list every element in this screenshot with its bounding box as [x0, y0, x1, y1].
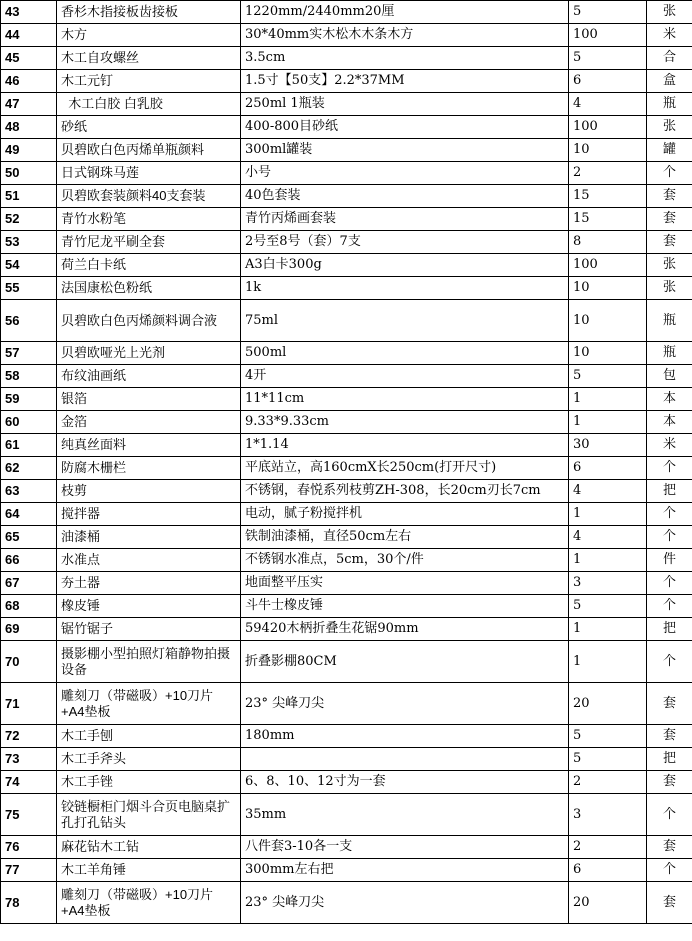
item-unit: 套 [647, 208, 692, 231]
table-row [1, 47, 692, 70]
table-row [1, 1, 692, 24]
item-name: 贝碧欧哑光上光剂 [57, 342, 241, 365]
table-row [1, 859, 692, 882]
item-unit: 个 [647, 162, 692, 185]
item-unit: 把 [647, 480, 692, 503]
item-name: 荷兰白卡纸 [57, 254, 241, 277]
item-unit: 盒 [647, 70, 692, 93]
item-unit: 瓶 [647, 300, 692, 342]
item-unit: 个 [647, 859, 692, 882]
row-number: 69 [1, 618, 57, 641]
item-name: 搅拌器 [57, 503, 241, 526]
item-name: 木工羊角锤 [57, 859, 241, 882]
item-spec: 1220mm/2440mm20厘 [241, 1, 569, 24]
table-row [1, 434, 692, 457]
item-quantity: 3 [569, 794, 647, 836]
table-row [1, 208, 692, 231]
table-row [1, 725, 692, 748]
item-spec: 59420木柄折叠生花锯90mm [241, 618, 569, 641]
item-name: 纯真丝面料 [57, 434, 241, 457]
item-spec: 500ml [241, 342, 569, 365]
item-spec: 300mm左右把 [241, 859, 569, 882]
row-number: 76 [1, 836, 57, 859]
row-number: 78 [1, 882, 57, 924]
row-number: 74 [1, 771, 57, 794]
item-spec: 铁制油漆桶，直径50cm左右 [241, 526, 569, 549]
item-spec: 地面整平压实 [241, 572, 569, 595]
item-unit: 合 [647, 47, 692, 70]
table-row [1, 93, 692, 116]
item-quantity: 10 [569, 139, 647, 162]
item-unit: 本 [647, 411, 692, 434]
item-unit: 套 [647, 725, 692, 748]
row-number: 55 [1, 277, 57, 300]
item-unit: 张 [647, 254, 692, 277]
table-row [1, 618, 692, 641]
table-row [1, 595, 692, 618]
table-row [1, 526, 692, 549]
row-number: 48 [1, 116, 57, 139]
item-unit: 个 [647, 794, 692, 836]
row-number: 67 [1, 572, 57, 595]
item-unit: 把 [647, 748, 692, 771]
row-number: 45 [1, 47, 57, 70]
item-unit: 张 [647, 116, 692, 139]
item-quantity: 30 [569, 434, 647, 457]
item-spec: 不锈钢水准点，5cm，30个/件 [241, 549, 569, 572]
item-unit: 张 [647, 277, 692, 300]
row-number: 56 [1, 300, 57, 342]
item-name: 贝碧欧套装颜料40支套装 [57, 185, 241, 208]
item-spec: 40色套装 [241, 185, 569, 208]
item-spec: 1.5寸【50支】2.2*37MM [241, 70, 569, 93]
item-quantity: 20 [569, 882, 647, 924]
item-name: 青竹水粉笔 [57, 208, 241, 231]
table-row [1, 683, 692, 725]
item-spec: 2号至8号（套）7支 [241, 231, 569, 254]
table-row [1, 116, 692, 139]
table-row [1, 457, 692, 480]
item-spec: 1k [241, 277, 569, 300]
row-number: 66 [1, 549, 57, 572]
table-row [1, 748, 692, 771]
item-spec: 不锈钢，春悦系列枝剪ZH-308，长20cm刃长7cm [241, 480, 569, 503]
table-row [1, 572, 692, 595]
item-unit: 米 [647, 434, 692, 457]
row-number: 70 [1, 641, 57, 683]
item-name: 香杉木指接板齿接板 [57, 1, 241, 24]
item-quantity: 1 [569, 411, 647, 434]
item-quantity: 2 [569, 836, 647, 859]
item-quantity: 15 [569, 208, 647, 231]
item-spec: 400-800目砂纸 [241, 116, 569, 139]
row-number: 46 [1, 70, 57, 93]
row-number: 59 [1, 388, 57, 411]
item-spec: 小号 [241, 162, 569, 185]
item-spec: 八件套3-10各一支 [241, 836, 569, 859]
item-spec: 青竹丙烯画套装 [241, 208, 569, 231]
row-number: 62 [1, 457, 57, 480]
item-quantity: 5 [569, 748, 647, 771]
item-quantity: 8 [569, 231, 647, 254]
item-unit: 件 [647, 549, 692, 572]
item-quantity: 5 [569, 47, 647, 70]
item-quantity: 1 [569, 388, 647, 411]
item-quantity: 5 [569, 365, 647, 388]
item-unit: 套 [647, 882, 692, 924]
row-number: 57 [1, 342, 57, 365]
item-quantity: 6 [569, 70, 647, 93]
item-unit: 个 [647, 503, 692, 526]
item-unit: 个 [647, 526, 692, 549]
table-row [1, 411, 692, 434]
item-unit: 套 [647, 771, 692, 794]
item-name: 摄影棚小型拍照灯箱静物拍摄设备 [57, 641, 241, 683]
item-unit: 包 [647, 365, 692, 388]
item-name: 木工自攻螺丝 [57, 47, 241, 70]
item-quantity: 15 [569, 185, 647, 208]
item-name: 水准点 [57, 549, 241, 572]
table-row [1, 771, 692, 794]
item-name: 油漆桶 [57, 526, 241, 549]
table-row [1, 162, 692, 185]
item-name: 橡皮锤 [57, 595, 241, 618]
item-name: 法国康松色粉纸 [57, 277, 241, 300]
item-name: 雕刻刀（带磁吸）+10刀片+A4垫板 [57, 882, 241, 924]
row-number: 54 [1, 254, 57, 277]
table-row [1, 254, 692, 277]
row-number: 73 [1, 748, 57, 771]
table-row [1, 836, 692, 859]
item-spec: 电动，腻子粉搅拌机 [241, 503, 569, 526]
row-number: 64 [1, 503, 57, 526]
item-spec: 4开 [241, 365, 569, 388]
item-spec: A3白卡300g [241, 254, 569, 277]
item-name: 金箔 [57, 411, 241, 434]
item-unit: 个 [647, 641, 692, 683]
item-name: 贝碧欧白色丙烯单瓶颜料 [57, 139, 241, 162]
table-row [1, 549, 692, 572]
item-spec: 6、8、10、12寸为一套 [241, 771, 569, 794]
table-row [1, 139, 692, 162]
item-name: 枝剪 [57, 480, 241, 503]
table-row [1, 231, 692, 254]
item-name: 铰链橱柜门烟斗合页电脑桌扩孔打孔钻头 [57, 794, 241, 836]
item-unit: 张 [647, 1, 692, 24]
item-unit: 个 [647, 595, 692, 618]
item-spec: 折叠影棚80CM [241, 641, 569, 683]
row-number: 49 [1, 139, 57, 162]
row-number: 51 [1, 185, 57, 208]
item-quantity: 2 [569, 771, 647, 794]
item-quantity: 10 [569, 342, 647, 365]
item-quantity: 4 [569, 526, 647, 549]
table-row [1, 641, 692, 683]
item-name: 麻花钻木工钻 [57, 836, 241, 859]
item-name: 木工元钉 [57, 70, 241, 93]
item-quantity: 6 [569, 859, 647, 882]
item-name: 布纹油画纸 [57, 365, 241, 388]
item-name: 木工手锉 [57, 771, 241, 794]
item-spec: 平底站立，高160cmX长250cm(打开尺寸) [241, 457, 569, 480]
item-spec: 23° 尖峰刀尖 [241, 683, 569, 725]
item-name: 木工手斧头 [57, 748, 241, 771]
item-spec: 250ml 1瓶装 [241, 93, 569, 116]
row-number: 71 [1, 683, 57, 725]
item-quantity: 100 [569, 116, 647, 139]
table-row [1, 277, 692, 300]
item-unit: 瓶 [647, 93, 692, 116]
materials-table-body [1, 1, 692, 924]
item-quantity: 1 [569, 549, 647, 572]
item-quantity: 4 [569, 93, 647, 116]
item-quantity: 1 [569, 503, 647, 526]
table-row [1, 503, 692, 526]
item-unit: 个 [647, 572, 692, 595]
item-quantity: 1 [569, 618, 647, 641]
item-quantity: 10 [569, 300, 647, 342]
item-spec: 3.5cm [241, 47, 569, 70]
row-number: 72 [1, 725, 57, 748]
item-spec: 35mm [241, 794, 569, 836]
item-name: 木工手刨 [57, 725, 241, 748]
item-quantity: 4 [569, 480, 647, 503]
item-spec [241, 748, 569, 771]
table-row [1, 882, 692, 924]
table-row [1, 480, 692, 503]
row-number: 77 [1, 859, 57, 882]
row-number: 60 [1, 411, 57, 434]
item-name: 木工白胶 白乳胶 [57, 93, 241, 116]
item-spec: 300ml罐装 [241, 139, 569, 162]
item-spec: 75ml [241, 300, 569, 342]
item-unit: 瓶 [647, 342, 692, 365]
item-name: 青竹尼龙平刷全套 [57, 231, 241, 254]
item-name: 银箔 [57, 388, 241, 411]
item-name: 雕刻刀（带磁吸）+10刀片+A4垫板 [57, 683, 241, 725]
item-quantity: 100 [569, 24, 647, 47]
row-number: 52 [1, 208, 57, 231]
item-quantity: 10 [569, 277, 647, 300]
row-number: 43 [1, 1, 57, 24]
item-unit: 罐 [647, 139, 692, 162]
row-number: 47 [1, 93, 57, 116]
item-spec: 11*11cm [241, 388, 569, 411]
item-spec: 23° 尖峰刀尖 [241, 882, 569, 924]
item-quantity: 6 [569, 457, 647, 480]
item-spec: 9.33*9.33cm [241, 411, 569, 434]
item-quantity: 5 [569, 725, 647, 748]
row-number: 75 [1, 794, 57, 836]
item-unit: 本 [647, 388, 692, 411]
item-unit: 套 [647, 683, 692, 725]
item-quantity: 5 [569, 595, 647, 618]
table-row [1, 388, 692, 411]
item-unit: 套 [647, 231, 692, 254]
table-row [1, 365, 692, 388]
table-row [1, 794, 692, 836]
item-unit: 个 [647, 457, 692, 480]
item-unit: 套 [647, 836, 692, 859]
row-number: 50 [1, 162, 57, 185]
row-number: 63 [1, 480, 57, 503]
item-quantity: 20 [569, 683, 647, 725]
table-row [1, 24, 692, 47]
table-row [1, 300, 692, 342]
table-row [1, 70, 692, 93]
item-spec: 斗牛士橡皮锤 [241, 595, 569, 618]
item-spec: 180mm [241, 725, 569, 748]
table-row [1, 342, 692, 365]
item-quantity: 100 [569, 254, 647, 277]
item-unit: 把 [647, 618, 692, 641]
item-spec: 1*1.14 [241, 434, 569, 457]
item-quantity: 1 [569, 641, 647, 683]
table-row [1, 185, 692, 208]
item-spec: 30*40mm实木松木木条木方 [241, 24, 569, 47]
item-quantity: 5 [569, 1, 647, 24]
row-number: 65 [1, 526, 57, 549]
item-name: 锯竹锯子 [57, 618, 241, 641]
item-name: 夯土器 [57, 572, 241, 595]
item-name: 日式钢珠马莲 [57, 162, 241, 185]
row-number: 53 [1, 231, 57, 254]
item-unit: 套 [647, 185, 692, 208]
item-unit: 米 [647, 24, 692, 47]
item-name: 贝碧欧白色丙烯颜料调合液 [57, 300, 241, 342]
row-number: 58 [1, 365, 57, 388]
row-number: 44 [1, 24, 57, 47]
row-number: 61 [1, 434, 57, 457]
item-name: 砂纸 [57, 116, 241, 139]
item-quantity: 2 [569, 162, 647, 185]
item-quantity: 3 [569, 572, 647, 595]
row-number: 68 [1, 595, 57, 618]
item-name: 防腐木栅栏 [57, 457, 241, 480]
item-name: 木方 [57, 24, 241, 47]
